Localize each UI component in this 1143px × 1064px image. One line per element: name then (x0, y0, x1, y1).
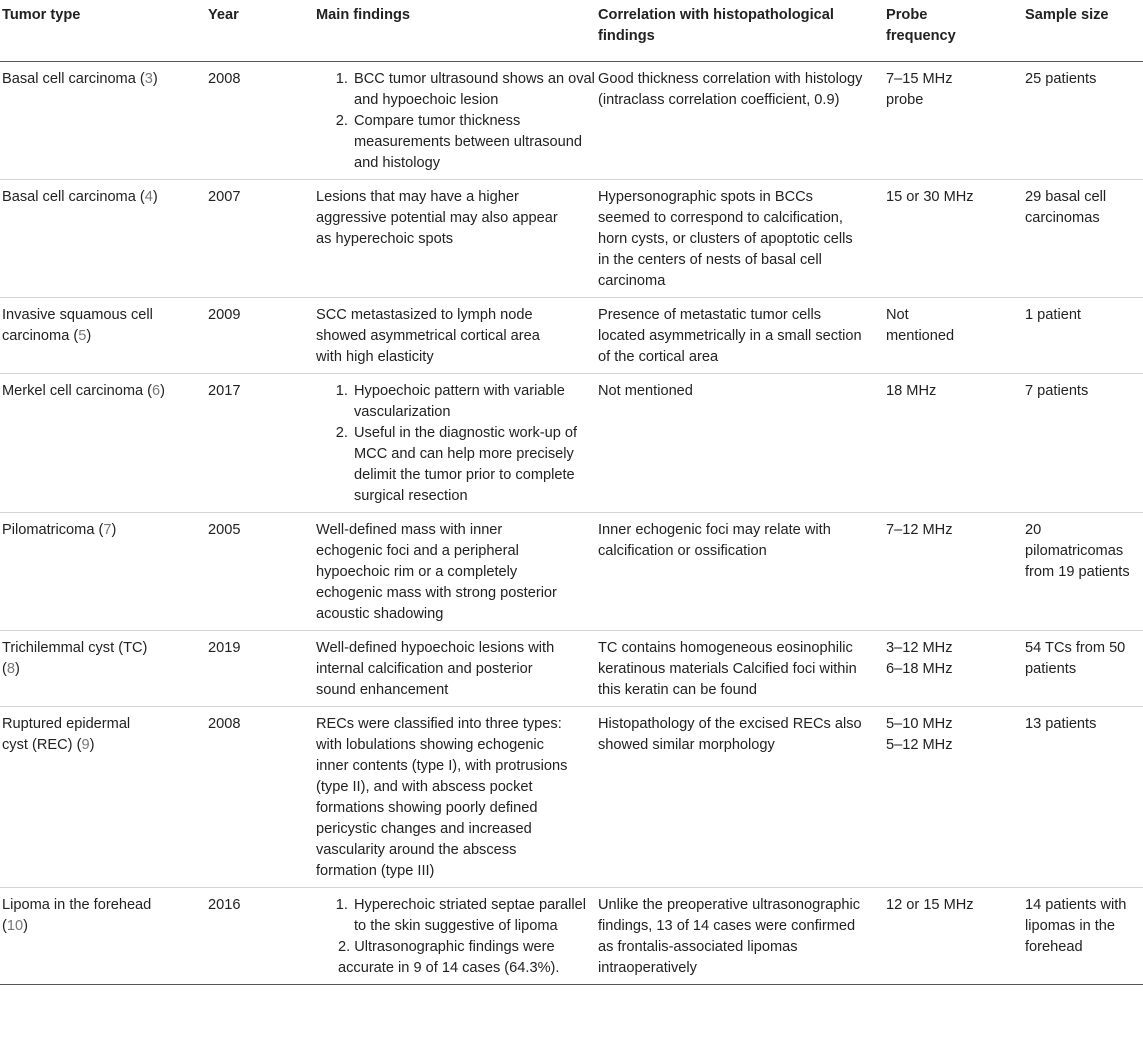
main-findings-cell (316, 888, 598, 985)
tumor-name: Pilomatricoma (2, 522, 95, 538)
findings-list-item: 1. Hyperechoic striated septae parallel to the skin suggestive of lipoma (352, 895, 598, 937)
year-cell: 2019 (208, 631, 316, 707)
tumor-name: Basal cell carcinoma (2, 71, 136, 87)
main-findings-cell (316, 374, 598, 513)
table-row (0, 180, 1143, 298)
probe-value: 7–12 MHz (886, 522, 953, 538)
correlation-cell: Unlike the preoperative ultrasonographic findings, 13 of 14 cases were confirmed as frontalis-associated lipomas intraoperatively (598, 888, 886, 985)
probe-value: Not mentioned (886, 307, 955, 344)
tumor-name: Lipoma in the forehead (2, 897, 152, 913)
year-cell: 2008 (208, 62, 316, 180)
sample-size-cell: 25 patients (1025, 62, 1143, 180)
sample-size-cell: 7 patients (1025, 374, 1143, 513)
reference-link[interactable]: 4 (144, 189, 153, 205)
year-cell: 2008 (208, 707, 316, 888)
tumor-type-cell: Invasive squamous cell carcinoma (5) (0, 298, 208, 374)
findings-list (316, 69, 598, 174)
reference-link[interactable]: 7 (103, 522, 112, 538)
probe-frequency-cell (886, 513, 1025, 631)
main-findings-cell: Well-defined mass with inner echogenic foci and a peripheral hypoechoic rim or a completely echogenic mass with strong posterior acoustic shadowing (316, 513, 598, 631)
sample-size-cell: 1 patient (1025, 298, 1143, 374)
probe-frequency-cell (886, 180, 1025, 298)
correlation-cell: Histopathology of the excised RECs also showed similar morphology (598, 707, 886, 888)
main-findings-cell: SCC metastasized to lymph node showed asymmetrical cortical area with high elasticity (316, 298, 598, 374)
main-findings-cell: Lesions that may have a higher aggressive potential may also appear as hyperechoic spots (316, 180, 598, 298)
header-year: Year (208, 0, 316, 62)
tumor-type-cell: Pilomatricoma (7) (0, 513, 208, 631)
probe-frequency-cell (886, 374, 1025, 513)
probe-value: 3–12 MHz (886, 640, 953, 656)
tumor-type-cell: Lipoma in the forehead (10) (0, 888, 208, 985)
table-row (0, 707, 1143, 888)
tumor-type-cell: Basal cell carcinoma (3) (0, 62, 208, 180)
correlation-cell: Presence of metastatic tumor cells located asymmetrically in a small section of the cortical area (598, 298, 886, 374)
findings-list-item: 2. Useful in the diagnostic work-up of MCC and can help more precisely delimit the tumor prior to complete surgical resection (352, 423, 598, 507)
table-row (0, 298, 1143, 374)
correlation-cell: TC contains homogeneous eosinophilic keratinous materials Calcified foci within this keratin can be found (598, 631, 886, 707)
probe-value: 12 or 15 MHz (886, 897, 974, 913)
sample-size-cell: 14 patients with lipomas in the forehead (1025, 888, 1143, 985)
probe-value: 18 MHz (886, 383, 937, 399)
header-tumor-type: Tumor type (0, 0, 208, 62)
main-findings-cell: RECs were classified into three types: with lobulations showing echogenic inner contents (type I), with protrusions (type II), and with abscess pocket formations showing poorly defined pericystic changes and increased vascularity around the abscess formation (type III) (316, 707, 598, 888)
findings-list-item: 1. Hypoechoic pattern with variable vascularization (352, 381, 598, 423)
header-main-findings: Main findings (316, 0, 598, 62)
probe-frequency-cell (886, 298, 1025, 374)
tumor-type-cell: Trichilemmal cyst (TC) (8) (0, 631, 208, 707)
correlation-cell: Inner echogenic foci may relate with calcification or ossification (598, 513, 886, 631)
correlation-cell: Hypersonographic spots in BCCs seemed to correspond to calcification, horn cysts, or clusters of apoptotic cells in the centers of nests of basal cell carcinoma (598, 180, 886, 298)
sample-size-cell: 54 TCs from 50 patients (1025, 631, 1143, 707)
header-row (0, 0, 1143, 62)
year-cell: 2016 (208, 888, 316, 985)
probe-frequency-cell (886, 62, 1025, 180)
header-correlation: Correlation with histopathological findings (598, 0, 886, 62)
probe-value: 5–10 MHz (886, 716, 953, 732)
table-row (0, 62, 1143, 180)
tumor-type-cell: Merkel cell carcinoma (6) (0, 374, 208, 513)
correlation-cell: Not mentioned (598, 374, 886, 513)
tumor-name: Basal cell carcinoma (2, 189, 136, 205)
tumor-type-cell: Ruptured epidermal cyst (REC) (9) (0, 707, 208, 888)
year-cell: 2005 (208, 513, 316, 631)
findings-list-item: 2. Compare tumor thickness measurements between ultrasound and histology (352, 111, 598, 174)
year-cell: 2017 (208, 374, 316, 513)
year-cell: 2009 (208, 298, 316, 374)
tumor-name: Trichilemmal cyst (TC) (2, 640, 148, 656)
main-findings-cell: Well-defined hypoechoic lesions with internal calcification and posterior sound enhancement (316, 631, 598, 707)
tumor-type-cell: Basal cell carcinoma (4) (0, 180, 208, 298)
header-probe-frequency: Probe frequency (886, 0, 1025, 62)
main-findings-cell (316, 62, 598, 180)
correlation-cell: Good thickness correlation with histology (intraclass correlation coefficient, 0.9) (598, 62, 886, 180)
header-sample-size: Sample size (1025, 0, 1143, 62)
probe-value: 5–12 MHz (886, 737, 953, 753)
reference-link[interactable]: 3 (144, 71, 153, 87)
sample-size-cell: 13 patients (1025, 707, 1143, 888)
probe-value: 15 or 30 MHz (886, 189, 974, 205)
findings-list (316, 381, 598, 507)
reference-link[interactable]: 8 (6, 661, 15, 677)
findings-list-item: 1. BCC tumor ultrasound shows an oval and hypoechoic lesion (352, 69, 598, 111)
probe-value: 7–15 MHz probe (886, 71, 953, 108)
sample-size-cell: 29 basal cell carcinomas (1025, 180, 1143, 298)
table-row (0, 631, 1143, 707)
probe-frequency-cell (886, 631, 1025, 707)
reference-link[interactable]: 9 (81, 737, 90, 753)
year-cell: 2007 (208, 180, 316, 298)
tumor-name: Invasive squamous cell carcinoma (2, 307, 153, 344)
reference-link[interactable]: 5 (78, 328, 87, 344)
findings-list (316, 895, 598, 937)
tumor-name: Ruptured epidermal cyst (REC) (2, 716, 131, 753)
probe-value: 6–18 MHz (886, 661, 953, 677)
reference-link[interactable]: 10 (6, 918, 24, 934)
table-row (0, 513, 1143, 631)
table-row (0, 374, 1143, 513)
probe-frequency-cell (886, 707, 1025, 888)
sample-size-cell: 20 pilomatricomas from 19 patients (1025, 513, 1143, 631)
reference-link[interactable]: 6 (152, 383, 161, 399)
table-row (0, 888, 1143, 985)
findings-continuation: 2. Ultrasonographic findings were accurate in 9 of 14 cases (64.3%). (338, 939, 560, 976)
probe-frequency-cell (886, 888, 1025, 985)
tumor-name: Merkel cell carcinoma (2, 383, 144, 399)
